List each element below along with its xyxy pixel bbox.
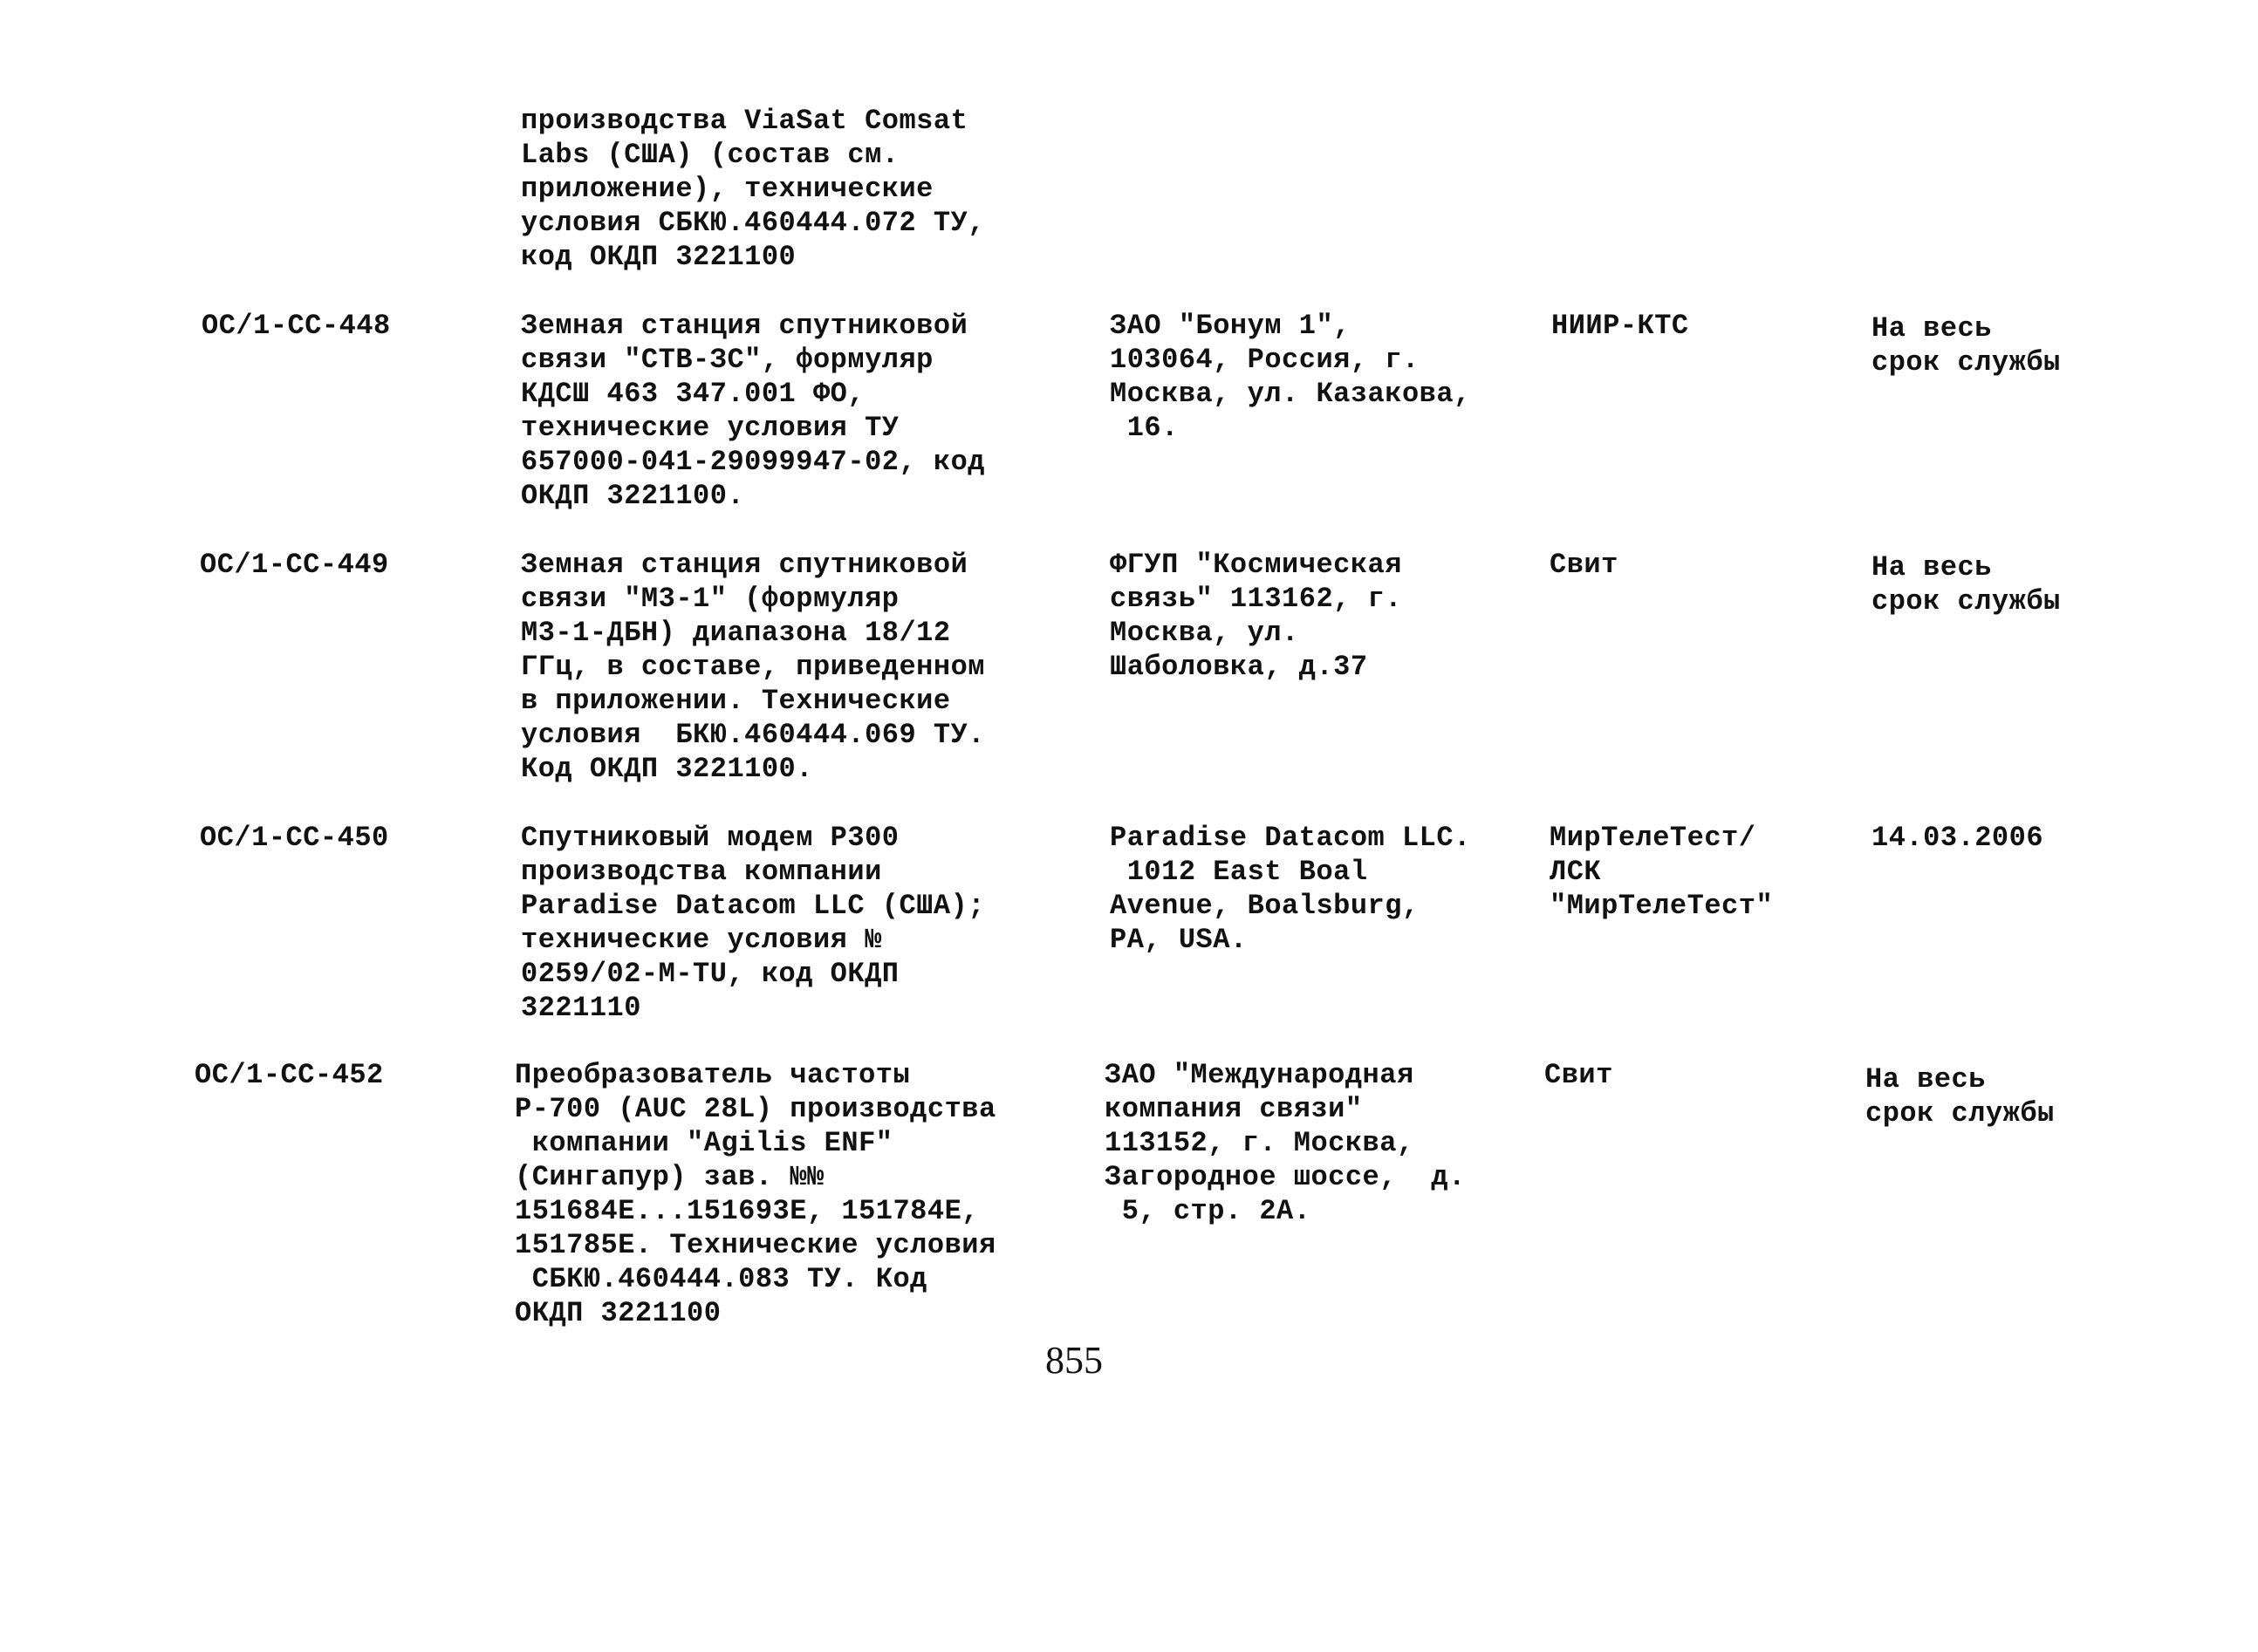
- continuation-description: производства ViaSat Comsat Labs (США) (состав см. приложение), технические условия СБКЮ.460444.072 ТУ, код ОКДП 3221100: [521, 105, 985, 273]
- certificate-number: ОС/1-СС-452: [195, 1059, 384, 1091]
- applicant-address: Paradise Datacom LLC. 1012 East Boal Avenue, Boalsburg, PA, USA.: [1110, 822, 1471, 956]
- certification-body: МирТелеТест/ ЛСК "МирТелеТест": [1550, 822, 1774, 922]
- product-description: Земная станция спутниковой связи "СТВ-ЗС", формуляр КДСШ 463 347.001 ФО, технические условия ТУ 657000-041-29099947-02, код ОКДП 3221100.: [521, 310, 985, 512]
- applicant-address: ЗАО "Бонум 1", 103064, Россия, г. Москва, ул. Казакова, 16.: [1110, 310, 1471, 444]
- certification-body: Свит: [1544, 1059, 1613, 1091]
- validity-period: На весь срок службы: [1871, 312, 2061, 379]
- applicant-address: ЗАО "Международная компания связи" 113152, г. Москва, Загородное шоссе, д. 5, стр. 2А.: [1105, 1059, 1466, 1227]
- page-number: 855: [1045, 1339, 1103, 1382]
- validity-period: На весь срок службы: [1865, 1063, 2055, 1130]
- applicant-address: ФГУП "Космическая связь" 113162, г. Москва, ул. Шаболовка, д.37: [1110, 549, 1402, 683]
- certification-body: НИИР-КТС: [1551, 310, 1689, 342]
- validity-period: На весь срок службы: [1871, 551, 2061, 618]
- certificate-number: ОС/1-СС-448: [202, 310, 391, 342]
- certification-body: Свит: [1550, 549, 1618, 581]
- certificate-number: ОС/1-СС-450: [200, 822, 389, 854]
- product-description: Преобразователь частоты P-700 (AUC 28L) производства компании "Agilis ENF" (Сингапур) зав. №№ 151684E...151693E, 151784E, 151785E. Технические условия СБКЮ.460444.083 ТУ. Код ОКДП 3221100: [515, 1059, 996, 1329]
- product-description: Спутниковый модем P300 производства компании Paradise Datacom LLC (США); технические условия № 0259/02-M-TU, код ОКДП 3221110: [521, 822, 985, 1024]
- validity-period: 14.03.2006: [1871, 822, 2044, 854]
- product-description: Земная станция спутниковой связи "М3-1" (формуляр М3-1-ДБН) диапазона 18/12 ГГц, в составе, приведенном в приложении. Технические условия БКЮ.460444.069 ТУ. Код ОКДП 3221100.: [521, 549, 985, 785]
- certificate-number: ОС/1-СС-449: [200, 549, 389, 581]
